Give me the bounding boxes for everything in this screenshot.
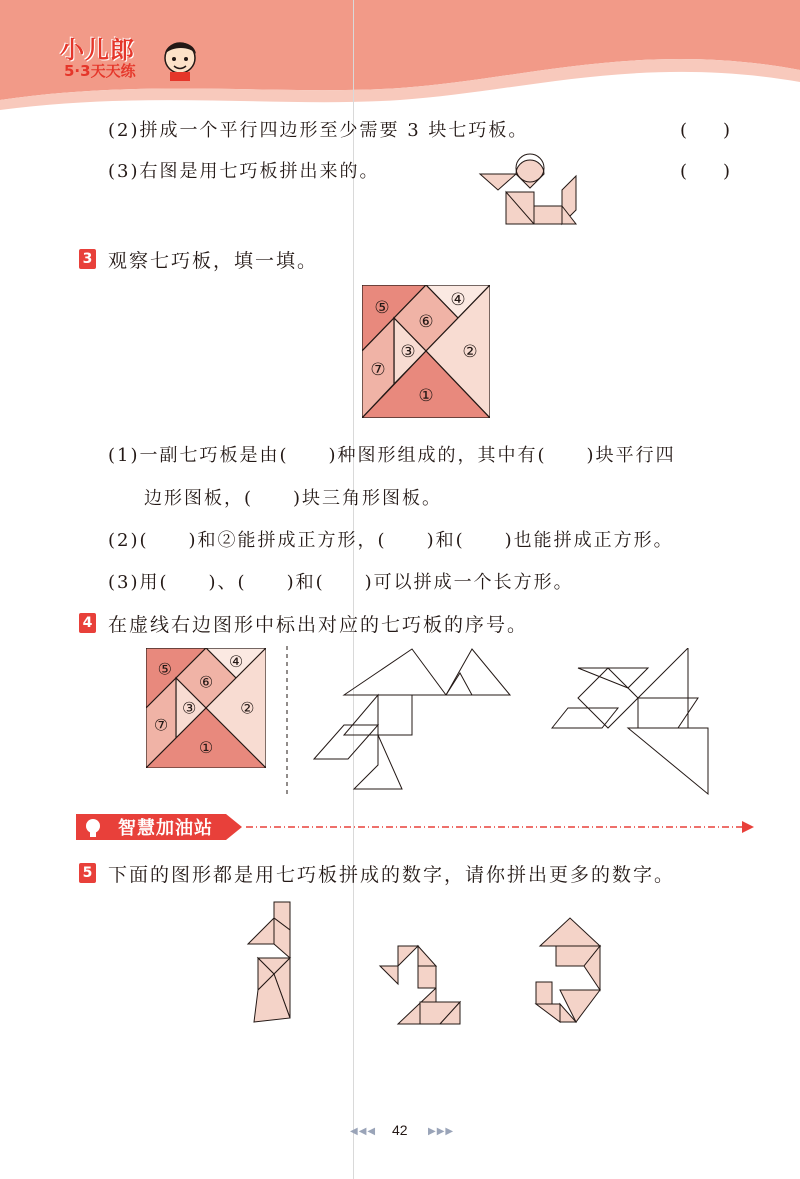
tangram-digit-3 xyxy=(530,916,606,1026)
q2-item2: (2)拼成一个平行四边形至少需要 3 块七巧板。 xyxy=(108,120,529,141)
q4-title: 在虚线右边图形中标出对应的七巧板的序号。 xyxy=(108,614,529,636)
q2-item3: (3)右图是用七巧板拼出来的。 xyxy=(108,161,380,182)
tangram-digit-1 xyxy=(244,900,296,1026)
tangram-dog-figure xyxy=(476,150,596,230)
small-piece-label-1: ① xyxy=(198,738,214,757)
dashed-divider xyxy=(284,646,290,796)
q3-line1b: 边形图板，( )块三角形图板。 xyxy=(144,488,443,509)
piece-label-4: ④ xyxy=(450,290,466,310)
piece-label-5: ⑤ xyxy=(374,298,390,318)
q3-line1: (1)一副七巧板是由( )种图形组成的，其中有( )块平行四 xyxy=(108,445,676,466)
q3-line2: (2)( )和②能拼成正方形，( )和( )也能拼成正方形。 xyxy=(108,530,674,551)
q5-title: 下面的图形都是用七巧板拼成的数字，请你拼出更多的数字。 xyxy=(108,864,676,886)
series-name: 5·3天天练 xyxy=(64,62,136,80)
bonus-title: 智慧加油站 xyxy=(118,818,213,839)
piece-label-2: ② xyxy=(462,342,478,362)
q3-badge: 3 xyxy=(79,249,96,269)
piece-label-6: ⑥ xyxy=(418,312,434,332)
tangram-bird-figure[interactable] xyxy=(310,645,516,795)
small-piece-label-4: ④ xyxy=(228,651,244,671)
q5-badge: 5 xyxy=(79,863,96,883)
small-piece-label-3: ③ xyxy=(181,698,197,718)
piece-label-3: ③ xyxy=(400,342,416,362)
small-piece-label-5: ⑤ xyxy=(157,659,172,679)
tangram-swallow-figure[interactable] xyxy=(548,648,714,798)
piece-label-7: ⑦ xyxy=(370,360,386,380)
small-piece-label-2: ② xyxy=(240,698,255,718)
lightbulb-icon xyxy=(80,815,106,841)
tangram-square-small xyxy=(146,648,266,768)
q4-badge: 4 xyxy=(79,613,96,633)
next-arrows: ▶▶▶ xyxy=(428,1126,455,1137)
page-number: 42 xyxy=(392,1122,408,1138)
q2-item2-answer[interactable]: ( ) xyxy=(680,120,731,141)
prev-arrows: ◀◀◀ xyxy=(350,1126,377,1137)
q3-title: 观察七巧板，填一填。 xyxy=(108,250,319,272)
mascot-icon xyxy=(160,36,200,82)
tangram-square-large xyxy=(362,285,490,418)
brand-logo: 小儿郎 xyxy=(60,36,135,64)
small-piece-label-6: ⑥ xyxy=(198,672,214,692)
q3-line3: (3)用( )、( )和( )可以拼成一个长方形。 xyxy=(108,572,574,593)
tangram-digit-2 xyxy=(378,944,462,1026)
piece-label-1: ① xyxy=(418,386,434,406)
small-piece-label-7: ⑦ xyxy=(153,715,169,735)
q2-item3-answer[interactable]: ( ) xyxy=(680,161,731,182)
